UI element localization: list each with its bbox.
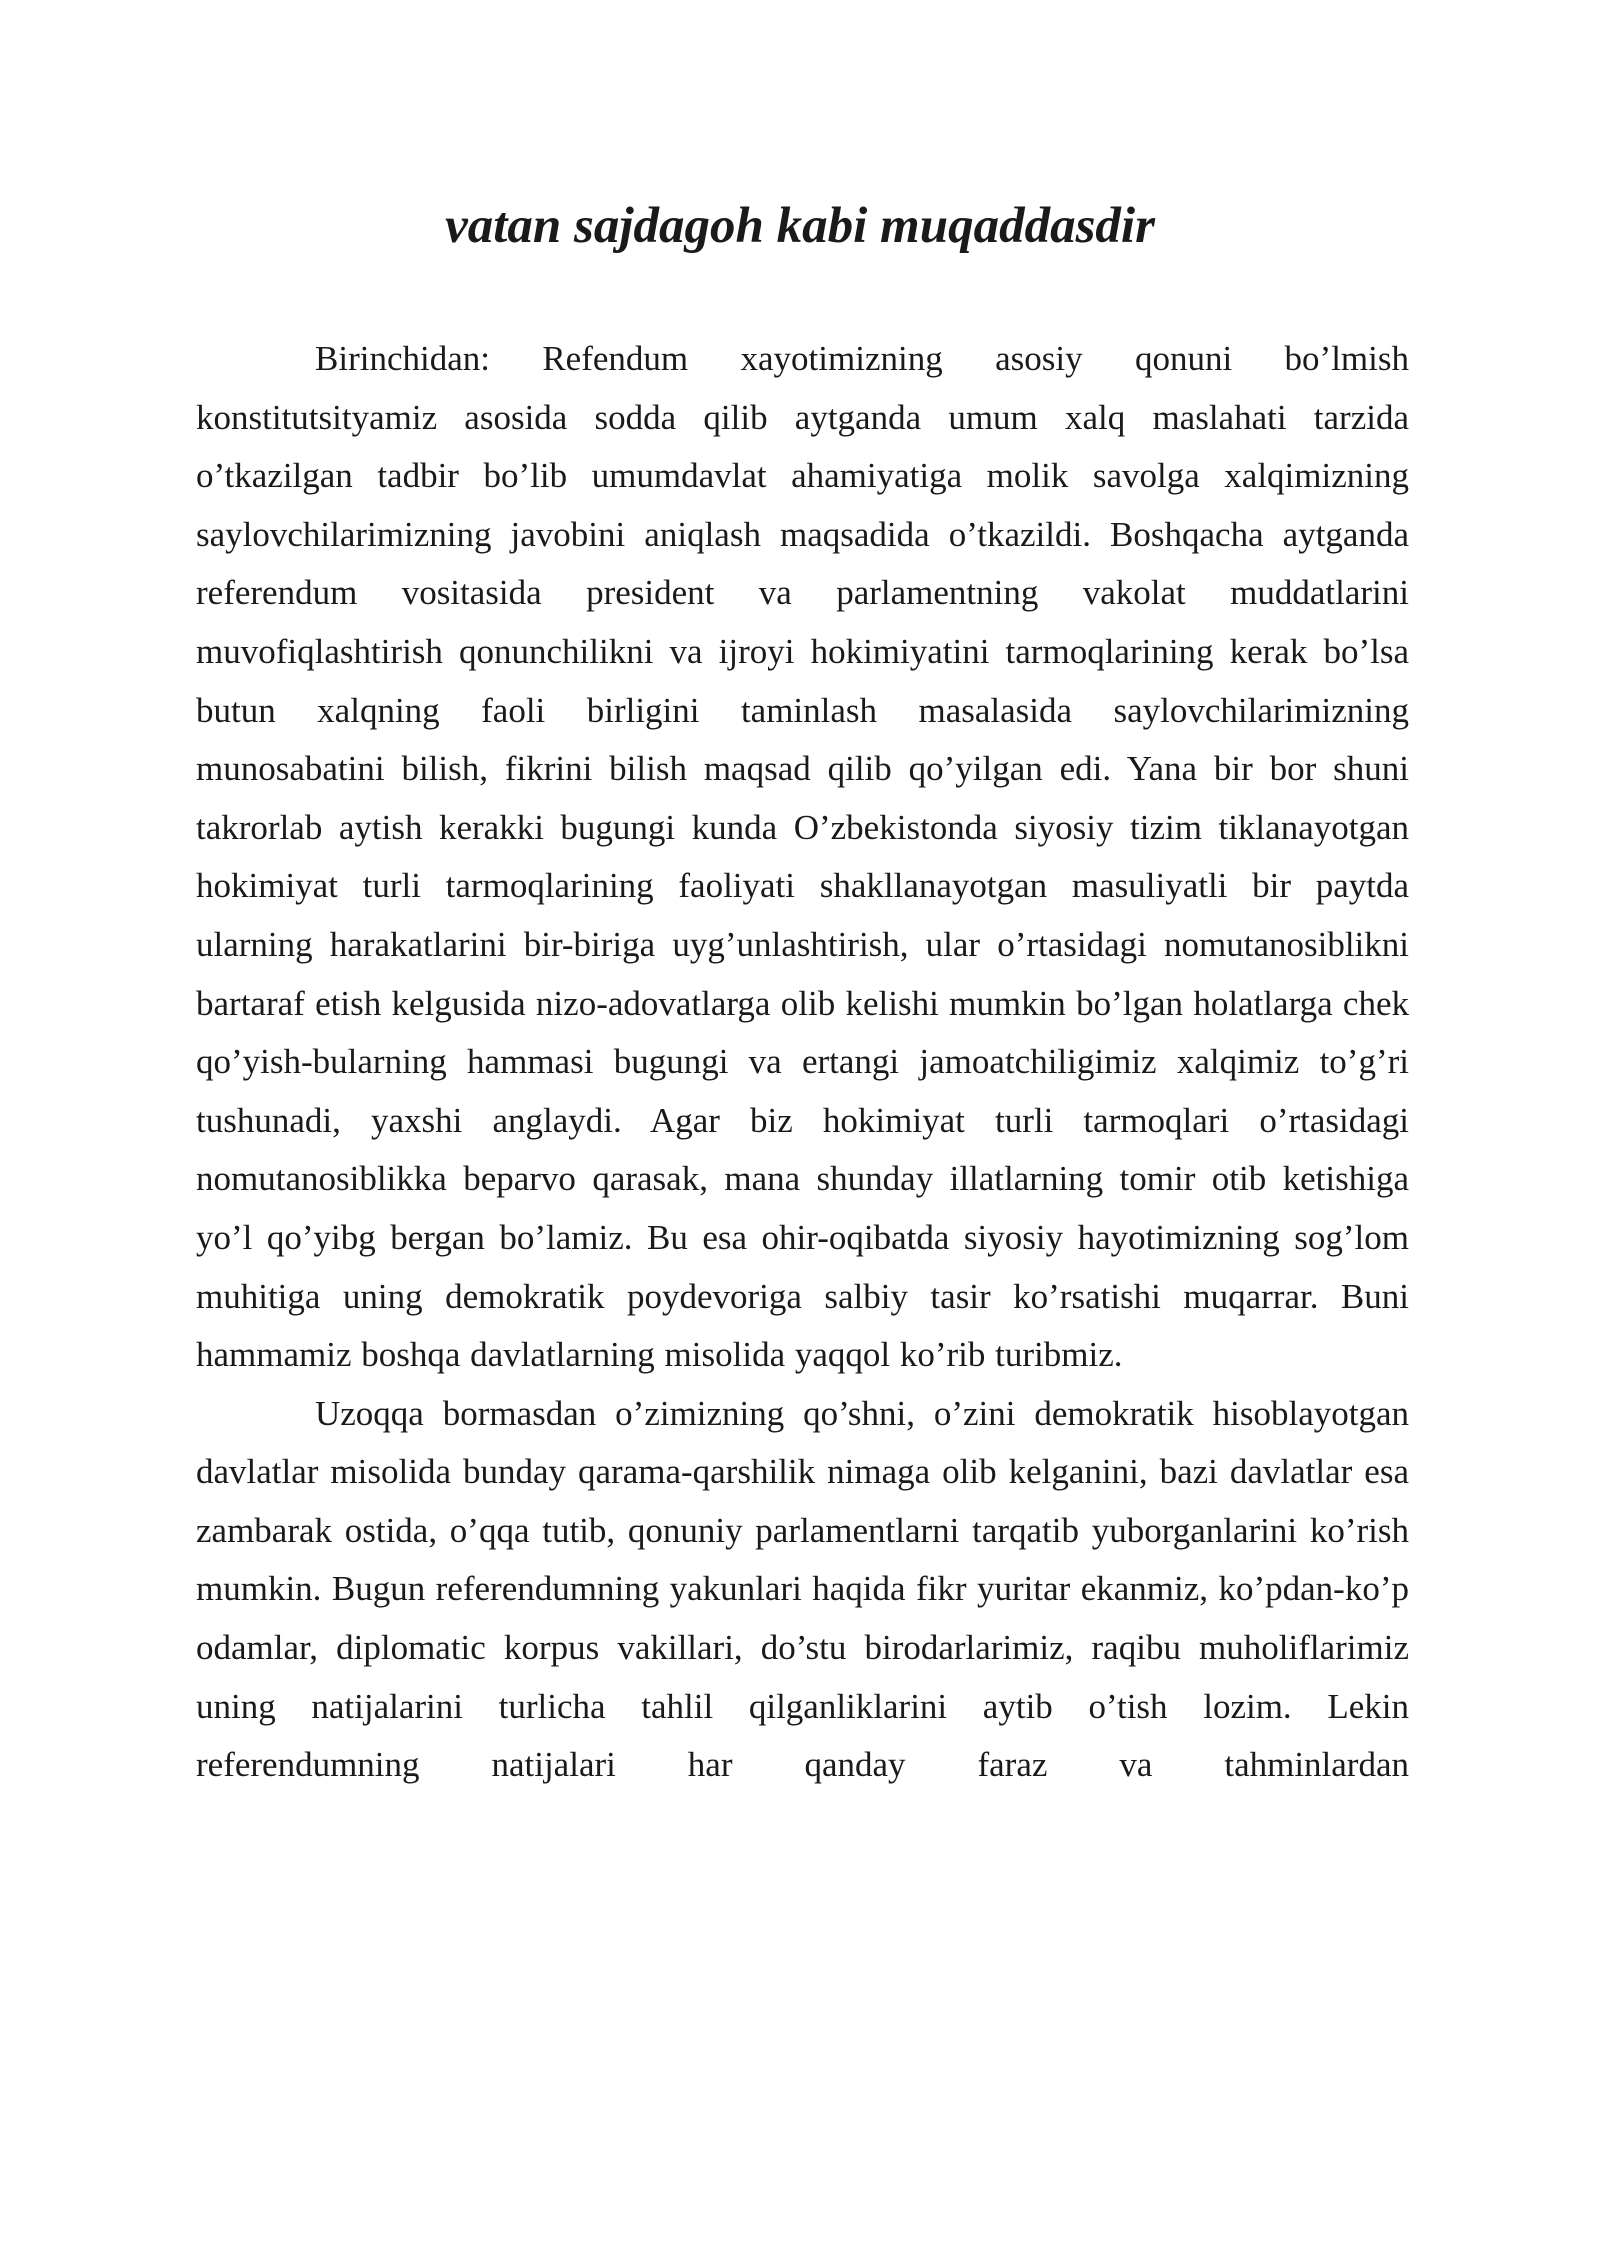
body-paragraph: Uzoqqa bormasdan o’zimizning qo’shni, o’zini demokratik hisoblayotgan davlatlar misolida bunday qarama-qarshilik nimaga olib kelganini, bazi davlatlar esa zambarak ostida, o’qqa tutib, qonuniy parlamentlarni tarqatib yuborganlarini ko’rish mumkin. Bugun referendumning yakunlari haqida fikr yuritar ekanmiz, ko’pdan-ko’p odamlar, diplomatic korpus vakillari, do’stu birodarlarimiz, raqibu muholiflarimiz uning natijalarini turlicha tahlil qilganliklarini aytib o’tish lozim. Lekin referendumning natijalari har qanday faraz va tahminlardan [196,1393,1409,1785]
body-paragraph: Birinchidan: Refendum xayotimizning asosiy qonuni bo’lmish konstitutsityamiz asosida sodda qilib aytganda umum xalq maslahati tarzida o’tkazilgan tadbir bo’lib umumdavlat ahamiyatiga molik savolga xalqimizning saylovchilarimizning javobini aniqlash maqsadida o’tkazildi. Boshqacha aytganda referendum vositasida president va parlamentning vakolat muddatlarini muvofiqlashtirish qonunchilikni va ijroyi hokimiyatini tarmoqlarining kerak bo’lsa butun xalqning faoli birligini taminlash masalasida saylovchilarimizning munosabatini bilish, fikrini bilish maqsad qilib qo’yilgan edi. Yana bir bor shuni takrorlab aytish kerakki bugungi kunda O’zbekistonda siyosiy tizim tiklanayotgan hokimiyat turli tarmoqlarining faoliyati shakllanayotgan masuliyatli bir paytda ularning harakatlarini bir-biriga uyg’unlashtirish, ular o’rtasidagi nomutanosiblikni bartaraf etish kelgusida nizo-adovatlarga olib kelishi mumkin bo’lgan holatlarga chek qo’yish-bularning hammasi bugungi va ertangi jamoatchiligimiz xalqimiz to’g’ri tushunadi, yaxshi anglaydi. Agar biz hokimiyat turli tarmoqlari o’rtasidagi nomutanosiblikka beparvo qarasak, mana shunday illatlarning tomir otib ketishiga yo’l qo’yibg bergan bo’lamiz. Bu esa ohir-oqibatda siyosiy hayotimizning sog’lom muhitiga uning demokratik poydevoriga salbiy tasir ko’rsatishi muqarrar. Buni hammamiz boshqa davlatlarning misolida yaqqol ko’rib turibmiz. [196,339,1409,1375]
document-title: vatan sajdagoh kabi muqaddasdir [445,198,1155,254]
document-body [196,330,1409,1795]
